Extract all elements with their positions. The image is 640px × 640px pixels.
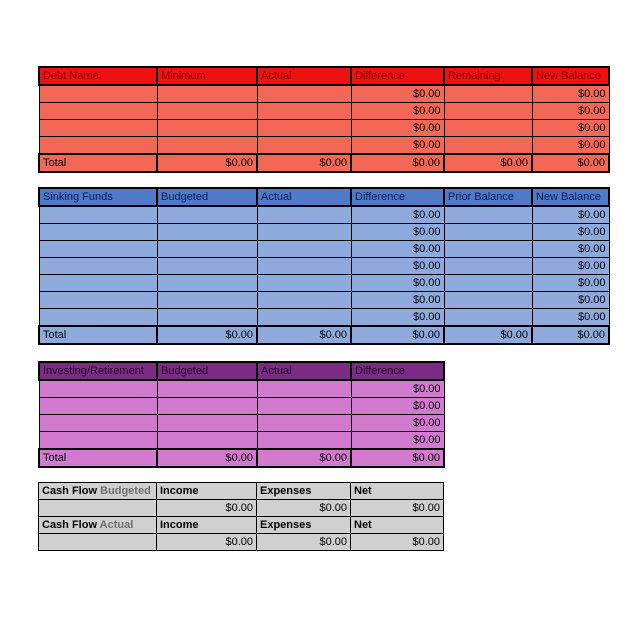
sinking-header-difference[interactable]: Difference [351,188,444,206]
cash-flow-header-income[interactable]: Income [157,517,257,534]
total-cell[interactable]: $0.00 [157,154,257,172]
cell[interactable] [257,275,351,292]
cell[interactable]: $0.00 [351,120,444,137]
cash-flow-actual-header-row [39,517,444,534]
total-cell[interactable]: $0.00 [351,154,444,172]
cash-flow-label-sub: Budgeted [100,485,151,497]
sinking-header-budgeted[interactable]: Budgeted [157,188,257,206]
cell[interactable] [444,241,532,258]
cell[interactable]: $0.00 [351,380,444,398]
debt-header-minimum[interactable]: Minimum [157,67,257,85]
sinking-header-actual[interactable]: Actual [257,188,351,206]
cell[interactable] [39,275,157,292]
cell[interactable]: $0.00 [532,224,609,241]
cell[interactable]: $0.00 [351,258,444,275]
invest-row [39,398,444,415]
cell[interactable] [257,415,351,432]
cell[interactable]: $0.00 [532,206,609,224]
debt-header-new-balance[interactable]: New Balance [532,67,609,85]
sinking-row [39,309,609,327]
cell[interactable] [157,309,257,327]
cell[interactable] [39,309,157,327]
total-cell[interactable]: $0.00 [532,154,609,172]
cell[interactable]: $0.00 [351,224,444,241]
invest-header-name[interactable]: Investing/Retirement [39,362,157,380]
cell[interactable] [157,120,257,137]
cell[interactable]: $0.00 [532,292,609,309]
cell[interactable]: $0.00 [532,137,609,155]
sinking-header-row [39,188,609,206]
cell[interactable] [444,275,532,292]
cell[interactable]: $0.00 [351,103,444,120]
debt-row [39,120,609,137]
invest-row [39,432,444,450]
cash-flow-actual-values-row [39,534,444,551]
debt-row [39,103,609,120]
cash-flow-header-net[interactable]: Net [351,483,444,500]
cell[interactable] [39,206,157,224]
invest-row [39,380,444,398]
cell[interactable] [39,258,157,275]
cell[interactable] [39,415,157,432]
cell[interactable] [39,120,157,137]
cell[interactable] [157,292,257,309]
cash-flow-header-expenses[interactable]: Expenses [257,517,351,534]
cash-flow-net-value[interactable]: $0.00 [351,500,444,517]
total-cell[interactable]: $0.00 [157,449,257,467]
cell[interactable]: $0.00 [532,120,609,137]
cell[interactable] [157,415,257,432]
cell[interactable] [257,103,351,120]
sinking-total-row [39,326,609,344]
sinking-row [39,206,609,224]
sinking-row [39,292,609,309]
cell[interactable]: $0.00 [532,241,609,258]
cell[interactable] [444,120,532,137]
cash-flow-net-value[interactable]: $0.00 [351,534,444,551]
cash-flow-label-sub: Actual [99,519,134,531]
total-cell[interactable]: $0.00 [257,449,351,467]
cell[interactable] [157,275,257,292]
cell[interactable] [257,120,351,137]
cell[interactable] [257,309,351,327]
cell[interactable] [39,534,157,551]
cell[interactable] [444,292,532,309]
total-cell[interactable]: $0.00 [444,326,532,344]
cell[interactable] [39,380,157,398]
sinking-header-new-balance[interactable]: New Balance [532,188,609,206]
total-cell[interactable]: $0.00 [532,326,609,344]
cell[interactable]: $0.00 [532,309,609,327]
cell[interactable] [157,85,257,103]
cash-flow-header-expenses[interactable]: Expenses [257,483,351,500]
invest-total-row [39,449,444,467]
sinking-row [39,258,609,275]
cell[interactable] [157,398,257,415]
cell[interactable]: $0.00 [351,275,444,292]
invest-header-row [39,362,444,380]
cell[interactable] [257,380,351,398]
invest-header-difference[interactable]: Difference [351,362,444,380]
cell[interactable] [39,398,157,415]
cell[interactable]: $0.00 [351,241,444,258]
debt-header-difference[interactable]: Difference [351,67,444,85]
cell[interactable]: $0.00 [532,258,609,275]
cell[interactable]: $0.00 [351,85,444,103]
invest-row [39,415,444,432]
cell[interactable]: $0.00 [532,85,609,103]
total-cell[interactable]: $0.00 [351,449,444,467]
debt-row [39,137,609,155]
cell[interactable] [39,137,157,155]
cell[interactable] [39,500,157,517]
total-cell[interactable]: $0.00 [257,326,351,344]
cell[interactable] [444,224,532,241]
debt-header-name[interactable]: Debt Name [39,67,157,85]
cell[interactable]: $0.00 [351,292,444,309]
sinking-header-prior-balance[interactable]: Prior Balance [444,188,532,206]
sinking-row [39,224,609,241]
cell[interactable] [157,137,257,155]
cell[interactable] [39,103,157,120]
cell[interactable]: $0.00 [351,398,444,415]
total-cell[interactable]: $0.00 [444,154,532,172]
cash-flow-budgeted-label[interactable] [39,483,157,500]
cell[interactable] [444,206,532,224]
cash-flow-label-main: Cash Flow [42,485,98,497]
cell[interactable] [257,85,351,103]
invest-header-budgeted[interactable]: Budgeted [157,362,257,380]
cash-flow-income-value[interactable]: $0.00 [157,500,257,517]
sinking-row [39,275,609,292]
cell[interactable] [257,258,351,275]
cell[interactable] [39,432,157,450]
debt-total-row [39,154,609,172]
debt-row [39,85,609,103]
cell[interactable]: $0.00 [351,309,444,327]
cell[interactable] [157,224,257,241]
cell[interactable] [39,224,157,241]
total-cell[interactable]: $0.00 [351,326,444,344]
cash-flow-table [38,482,444,551]
cell[interactable] [257,137,351,155]
total-label[interactable]: Total [39,154,157,172]
cell[interactable] [39,241,157,258]
cell[interactable] [444,103,532,120]
cash-flow-header-income[interactable]: Income [157,483,257,500]
cash-flow-budgeted-header-row [39,483,444,500]
cell[interactable] [444,258,532,275]
cash-flow-label-main: Cash Flow [42,519,98,531]
debt-table [38,66,610,173]
sinking-header-name[interactable]: Sinking Funds [39,188,157,206]
investing-table [38,361,445,468]
cash-flow-header-net[interactable]: Net [351,517,444,534]
total-cell[interactable]: $0.00 [257,154,351,172]
cell[interactable] [257,292,351,309]
cash-flow-actual-label[interactable] [39,517,157,534]
debt-header-row [39,67,609,85]
cash-flow-budgeted-values-row [39,500,444,517]
cell[interactable] [157,206,257,224]
cell[interactable] [157,258,257,275]
cell[interactable] [157,380,257,398]
total-label[interactable]: Total [39,449,157,467]
total-label[interactable]: Total [39,326,157,344]
cell[interactable] [444,85,532,103]
cell[interactable] [39,292,157,309]
sinking-funds-table [38,187,610,345]
cell[interactable]: $0.00 [351,432,444,450]
cell[interactable] [257,432,351,450]
cell[interactable]: $0.00 [532,275,609,292]
cash-flow-expenses-value[interactable]: $0.00 [257,534,351,551]
cell[interactable] [444,309,532,327]
cash-flow-expenses-value[interactable]: $0.00 [257,500,351,517]
debt-header-actual[interactable]: Actual [257,67,351,85]
cell[interactable] [257,224,351,241]
cell[interactable] [157,432,257,450]
cell[interactable]: $0.00 [351,415,444,432]
cell[interactable] [39,85,157,103]
total-cell[interactable]: $0.00 [157,326,257,344]
sinking-row [39,241,609,258]
invest-header-actual[interactable]: Actual [257,362,351,380]
cell[interactable] [444,137,532,155]
cell[interactable]: $0.00 [351,137,444,155]
cell[interactable]: $0.00 [351,206,444,224]
debt-header-remaining[interactable]: Remaining [444,67,532,85]
cell[interactable] [157,241,257,258]
cash-flow-income-value[interactable]: $0.00 [157,534,257,551]
cell[interactable] [157,103,257,120]
cell[interactable] [257,206,351,224]
cell[interactable] [257,241,351,258]
cell[interactable] [257,398,351,415]
cell[interactable]: $0.00 [532,103,609,120]
